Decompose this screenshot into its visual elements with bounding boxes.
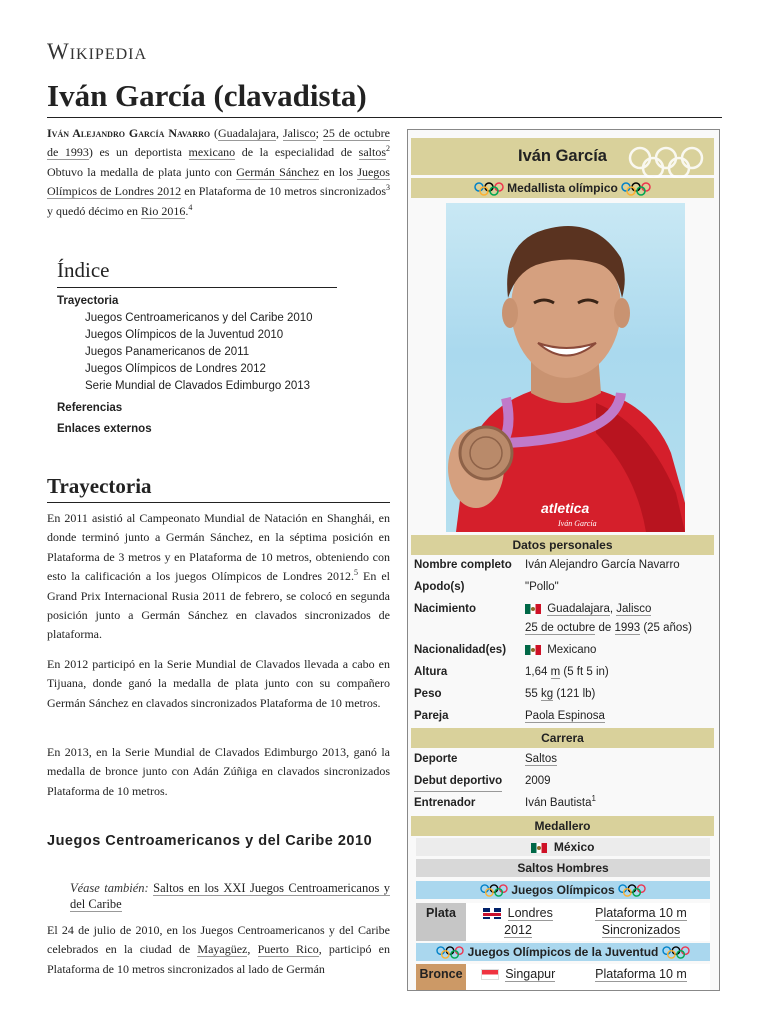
olympic-rings-icon: [618, 884, 646, 897]
medal-event-bar-youth: [416, 943, 710, 961]
link-guadalajara[interactable]: Guadalajara: [547, 603, 610, 615]
link-mayaguez[interactable]: Mayagüez: [197, 942, 248, 957]
value-text: (25 años): [640, 622, 692, 634]
olympic-rings-icon: [626, 146, 708, 180]
uk-flag-icon: [483, 908, 501, 919]
value-text: ,: [609, 603, 617, 615]
olympic-rings-icon: [480, 884, 508, 897]
title-rule: [47, 117, 722, 118]
infobox-subtitle-bar: [411, 178, 714, 198]
info-key: Nombre completo: [414, 559, 512, 571]
olympic-rings-icon: [474, 182, 504, 196]
link-mexicano[interactable]: mexicano: [188, 145, 236, 160]
toc-item-enlaces-externos[interactable]: Enlaces externos: [57, 423, 152, 435]
medal-silver-cell: [416, 903, 466, 941]
toc-item-referencias[interactable]: Referencias: [57, 402, 123, 414]
athlete-photo[interactable]: [446, 203, 685, 532]
link-saltos[interactable]: Saltos: [525, 753, 557, 765]
intro-text: Obtuvo la medalla de plata junto con: [47, 164, 237, 179]
paragraph-text: En 2011 asistió al Campeonato Mundial de Natación en Shanghái, en donde terminó junto a Germán Sánchez, en la séptima posición en Plataforma de 3 metros y en Plataforma de 10 metros, obteniendo con esto la calificación a los juegos Olímpicos de Londres 2012.: [47, 511, 390, 584]
section-carrera: Carrera: [411, 728, 714, 748]
trayectoria-paragraph-1: [47, 509, 390, 645]
paragraph-text: El 24 de julio de 2010, en los Juegos Centroamericanos y del Caribe celebrados en la ciudad de: [47, 923, 390, 957]
medal-country: México: [553, 840, 595, 854]
trayectoria-paragraph-2: En 2012 participó en la Serie Mundial de Clavados llevada a cabo en Tijuana, donde ganó la medalla de plata junto con su compañero Germán Sánchez en clavados sincronizados Plataforma de 10 metros.: [47, 657, 390, 710]
intro-text: en Plataforma de 10 metros sincronizados: [181, 184, 386, 199]
link-londres-2012[interactable]: Juegos Olímpicos de Londres 2012: [47, 164, 390, 199]
medal-row: [416, 964, 710, 990]
toc-subitem[interactable]: Juegos Olímpicos de Londres 2012: [85, 363, 266, 375]
link-25-octubre[interactable]: 25 de octubre: [525, 622, 596, 634]
intro-text: en los: [319, 164, 358, 179]
link-german-sanchez[interactable]: Germán Sánchez: [236, 164, 320, 179]
mexico-flag-icon: [525, 604, 541, 614]
intro-text: de la especialidad de: [235, 145, 359, 160]
link-jalisco[interactable]: Jalisco: [616, 603, 652, 615]
info-key: Nacionalidad(es): [414, 644, 507, 656]
intro-text: (: [210, 126, 218, 140]
info-key: Peso: [414, 688, 442, 700]
toc-subitem[interactable]: Serie Mundial de Clavados Edimburgo 2013: [85, 380, 311, 392]
link-saltos[interactable]: saltos: [358, 145, 386, 160]
value-text: (121 lb): [553, 688, 596, 700]
info-value: [525, 685, 595, 704]
info-value: 2009: [525, 775, 551, 787]
toc-item-trayectoria[interactable]: Trayectoria: [57, 295, 119, 307]
value-text: (5 ft 5 in): [560, 666, 609, 678]
reference-3[interactable]: 3: [386, 183, 390, 193]
infobox-title-bar: [411, 138, 714, 175]
shirt-name-text: Iván García: [558, 519, 597, 528]
section-heading-centroamericanos: Juegos Centroamericanos y del Caribe 2010: [47, 833, 373, 849]
info-value: "Pollo": [525, 581, 559, 593]
intro-text: .: [185, 203, 189, 218]
info-value: [525, 619, 692, 638]
medal-event: [576, 905, 706, 939]
info-key: Nacimiento: [414, 603, 476, 615]
paragraph-text: , participó en Plataforma de 10 metros sincronizados al lado de Germán: [47, 942, 391, 976]
link-jalisco[interactable]: Jalisco: [282, 126, 316, 140]
see-also-note: [70, 880, 390, 912]
info-value: [525, 641, 596, 660]
info-key[interactable]: Debut deportivo: [414, 772, 502, 792]
intro-text: y quedó décimo en: [47, 203, 141, 218]
link-paola-espinosa[interactable]: Paola Espinosa: [525, 710, 605, 722]
mexico-flag-icon: [525, 645, 541, 655]
intro-paragraph: [47, 124, 390, 221]
link-birthdate[interactable]: 25 de octubre de 1993: [47, 126, 391, 160]
info-value: [525, 707, 605, 726]
info-key: Pareja: [414, 710, 449, 722]
see-also-label: Véase también:: [70, 881, 149, 895]
toc-subitem[interactable]: Juegos Panamericanos de 2011: [85, 346, 250, 358]
medal-country-bar: [416, 838, 710, 856]
section-datos-personales: Datos personales: [411, 535, 714, 555]
trayectoria-paragraph-3: En 2013, en la Serie Mundial de Clavados Edimburgo 2013, ganó la medalla de bronce junto con Adán Zúñiga en clavados sincronizados Plataforma de 10 metros.: [47, 745, 390, 798]
toc-heading: Índice: [57, 258, 337, 288]
reference-2[interactable]: 2: [386, 144, 390, 154]
medal-place: [472, 905, 564, 939]
section-heading-trayectoria: Trayectoria: [47, 474, 390, 503]
subject-name: Iván Alejandro García Navarro: [47, 126, 211, 140]
reference-1[interactable]: 1: [591, 794, 596, 804]
infobox-title: Iván García: [518, 147, 607, 165]
medal-event-name[interactable]: Juegos Olímpicos: [511, 883, 615, 897]
link-guadalajara[interactable]: Guadalajara: [218, 126, 276, 140]
info-value: [525, 794, 596, 813]
reference-4[interactable]: 4: [188, 202, 193, 212]
paragraph-text: ,: [247, 942, 258, 957]
wikipedia-wordmark[interactable]: Wikipedia: [47, 39, 148, 64]
intro-text: ,: [275, 126, 283, 140]
info-value: [525, 663, 609, 682]
shirt-logo-text: atletica: [541, 500, 590, 516]
link-puerto-rico[interactable]: Puerto Rico: [257, 942, 319, 957]
olympic-rings-icon: [436, 946, 464, 959]
medal-bronze-cell: [416, 964, 466, 990]
info-key: Deporte: [414, 753, 458, 765]
page-title: Iván García (clavadista): [47, 78, 367, 113]
intro-text: ;: [315, 126, 323, 140]
info-key: Entrenador: [414, 797, 476, 809]
info-value: [525, 750, 557, 769]
infobox: [407, 129, 720, 991]
paragraph-text: En el Grand Prix Internacional Rusia 2011 de febrero, se colocó en segunda posición junto a Germán Sánchez en clavados sincronizados de plataforma.: [47, 569, 390, 642]
medal-type: Plata: [426, 906, 456, 920]
link-rio-2016[interactable]: Rio 2016: [140, 203, 186, 218]
medal-category-bar: Saltos Hombres: [416, 859, 710, 877]
mexico-flag-icon: [531, 843, 547, 853]
toc-subitem[interactable]: Juegos Centroamericanos y del Caribe 2010: [85, 312, 313, 324]
link-metro[interactable]: m: [550, 666, 561, 678]
link-singapur[interactable]: Singapur: [505, 967, 556, 981]
centroamericanos-paragraph: [47, 921, 390, 979]
link-plataforma-10m[interactable]: Plataforma 10 m: [595, 967, 687, 981]
singapore-flag-icon: [481, 969, 499, 980]
medal-place: [472, 966, 564, 983]
reference-5[interactable]: 5: [354, 568, 359, 578]
link-londres-2012[interactable]: Londres 2012: [504, 906, 553, 937]
medal-event-name[interactable]: Juegos Olímpicos de la Juventud: [467, 945, 659, 959]
medal-type: Bronce: [419, 967, 463, 981]
medal-row: [416, 903, 710, 941]
olympic-rings-icon: [621, 182, 651, 196]
olympic-rings-icon: [662, 946, 690, 959]
athlete-portrait-illustration: [446, 203, 685, 532]
info-key: Altura: [414, 666, 448, 678]
medal-event: [576, 966, 706, 983]
link-1993[interactable]: 1993: [614, 622, 641, 634]
infobox-subtitle: Medallista olímpico: [507, 181, 618, 195]
value-text: 1,64: [525, 666, 551, 678]
link-kilogramo[interactable]: kg: [541, 688, 554, 700]
toc-subitem[interactable]: Juegos Olímpicos de la Juventud 2010: [85, 329, 284, 341]
value-text: Mexicano: [547, 644, 597, 656]
table-of-contents: [57, 258, 337, 438]
value-text: 55: [525, 688, 541, 700]
section-medallero: Medallero: [411, 816, 714, 836]
info-value: [525, 600, 651, 619]
info-row-nacimiento: [414, 600, 714, 640]
value-text: Iván Bautista: [525, 797, 592, 809]
info-value: Iván Alejandro García Navarro: [525, 559, 680, 571]
medal-event-bar-olympics: [416, 881, 710, 899]
link-plataforma-sincronizados[interactable]: Plataforma 10 m Sincronizados: [595, 906, 687, 937]
intro-text: ) es un deportista: [88, 145, 189, 160]
link-saltos-xxi-juegos[interactable]: Saltos en los XXI Juegos Centroamericanos y del Caribe: [70, 881, 390, 911]
value-text: de: [595, 622, 615, 634]
info-key: Apodo(s): [414, 581, 465, 593]
